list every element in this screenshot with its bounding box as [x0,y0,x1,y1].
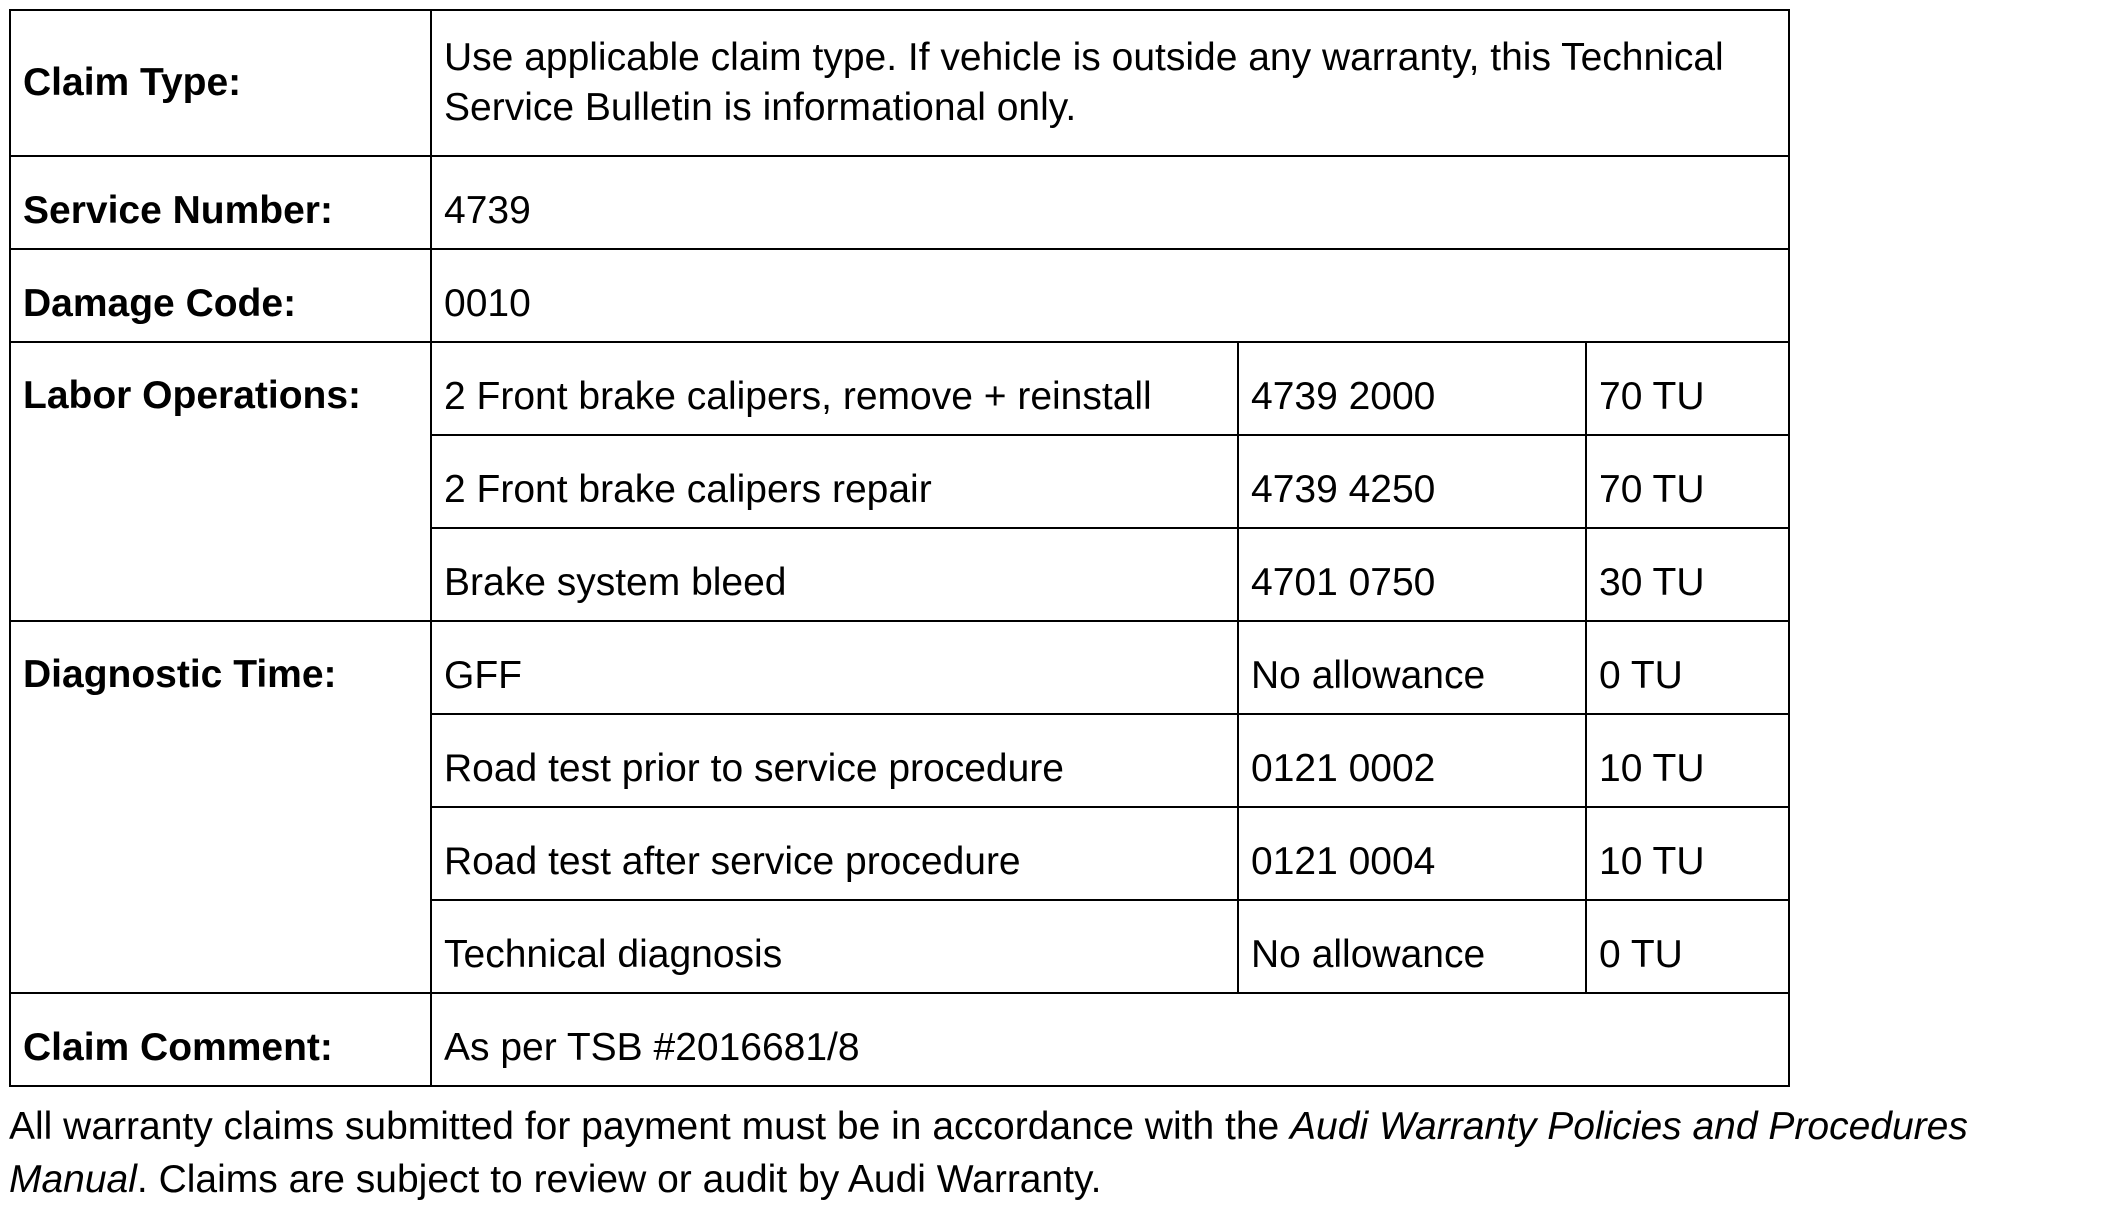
service-number-label: Service Number: [10,156,431,249]
labor-operations-label: Labor Operations: [10,342,431,621]
diagnostic-description: GFF [431,621,1238,714]
diagnostic-description: Road test after service procedure [431,807,1238,900]
diagnostic-code: 0121 0002 [1238,714,1586,807]
warranty-footer-note [9,1100,2107,1206]
diagnostic-time-value: 0 TU [1586,621,1789,714]
claim-comment-row [10,993,1789,1086]
service-number-value: 4739 [431,156,1789,249]
labor-operation-time: 70 TU [1586,435,1789,528]
claim-type-row [10,10,1789,156]
diagnostic-description: Road test prior to service procedure [431,714,1238,807]
warranty-claim-table [9,9,1790,1087]
labor-operation-description: 2 Front brake calipers, remove + reinstall [431,342,1238,435]
diagnostic-time-label: Diagnostic Time: [10,621,431,993]
claim-type-value: Use applicable claim type. If vehicle is outside any warranty, this Technical Service Bulletin is informational only. [431,10,1789,156]
labor-operation-code: 4739 2000 [1238,342,1586,435]
claim-type-label: Claim Type: [10,10,431,156]
footer-text-before: All warranty claims submitted for payment must be in accordance with the [9,1105,1291,1148]
diagnostic-time-value: 10 TU [1586,807,1789,900]
labor-operation-code: 4739 4250 [1238,435,1586,528]
claim-comment-value: As per TSB #2016681/8 [431,993,1789,1086]
diagnostic-time-row [10,621,1789,714]
diagnostic-time-value: 0 TU [1586,900,1789,993]
diagnostic-description: Technical diagnosis [431,900,1238,993]
service-number-row [10,156,1789,249]
labor-operation-row [10,342,1789,435]
labor-operation-description: Brake system bleed [431,528,1238,621]
footer-text-after: . Claims are subject to review or audit by Audi Warranty. [136,1158,1102,1201]
diagnostic-code: No allowance [1238,621,1586,714]
labor-operation-description: 2 Front brake calipers repair [431,435,1238,528]
diagnostic-time-value: 10 TU [1586,714,1789,807]
labor-operation-code: 4701 0750 [1238,528,1586,621]
labor-operation-time: 30 TU [1586,528,1789,621]
damage-code-label: Damage Code: [10,249,431,342]
claim-comment-label: Claim Comment: [10,993,431,1086]
damage-code-value: 0010 [431,249,1789,342]
diagnostic-code: 0121 0004 [1238,807,1586,900]
diagnostic-code: No allowance [1238,900,1586,993]
labor-operation-time: 70 TU [1586,342,1789,435]
damage-code-row [10,249,1789,342]
manual-title: Audi Warranty Policies and Procedures Manual [9,1105,1968,1201]
